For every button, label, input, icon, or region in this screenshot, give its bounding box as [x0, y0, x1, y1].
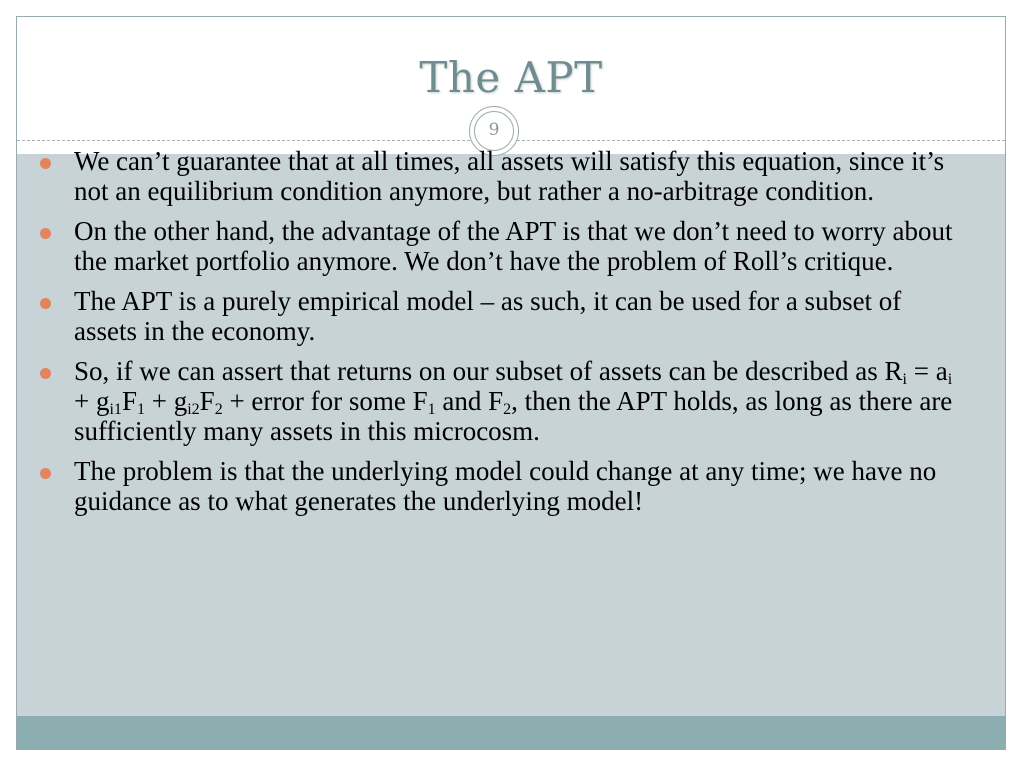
formula-tail-text: , then the APT holds, as long as there are sufficiently many assets in this microcosm.	[74, 386, 953, 446]
subscript: 1	[427, 401, 436, 418]
bullet-item	[40, 286, 960, 346]
bullet-item	[40, 356, 960, 446]
bullet-text: The problem is that the underlying model could change at any time; we have no guidance as to what generates the underlying model!	[74, 456, 937, 516]
formula-text: = a	[906, 356, 948, 386]
subscript: 2	[503, 401, 512, 418]
subscript: i	[947, 371, 953, 388]
formula-text: F	[199, 386, 215, 416]
formula-text: and F	[435, 386, 504, 416]
page-number: 9	[474, 111, 514, 151]
formula-text: + g	[144, 386, 188, 416]
formula-lead-text: So, if we can assert that returns on our subset of assets can be described as R	[74, 356, 903, 386]
bullet-marker-icon	[40, 158, 51, 169]
subscript: 2	[214, 401, 223, 418]
formula-text: + g	[74, 386, 110, 416]
slide-title: The APT	[419, 53, 603, 102]
subscript: i1	[109, 401, 122, 418]
bullet-text: We can’t guarantee that at all times, all assets will satisfy this equation, since it’s not an equilibrium condition anymore, but rather a no-arbitrage condition.	[74, 146, 945, 206]
bullet-text: On the other hand, the advantage of the APT is that we don’t need to worry about the market portfolio anymore. We don’t have the problem of Roll’s critique.	[74, 216, 953, 276]
bullet-item	[40, 456, 960, 516]
bullet-marker-icon	[40, 468, 51, 479]
bullet-list	[40, 146, 960, 526]
bullet-text: The APT is a purely empirical model – as such, it can be used for a subset of assets in the economy.	[74, 286, 902, 346]
bullet-marker-icon	[40, 298, 51, 309]
formula-text: + error for some F	[222, 386, 428, 416]
bullet-text-formula	[74, 356, 952, 446]
subscript: i2	[187, 401, 200, 418]
bullet-item	[40, 216, 960, 276]
bullet-marker-icon	[40, 228, 51, 239]
bullet-item	[40, 146, 960, 206]
subscript: 1	[136, 401, 145, 418]
bullet-marker-icon	[40, 368, 51, 379]
subscript: i	[902, 371, 907, 388]
footer-band	[17, 716, 1005, 749]
formula-text: F	[121, 386, 137, 416]
